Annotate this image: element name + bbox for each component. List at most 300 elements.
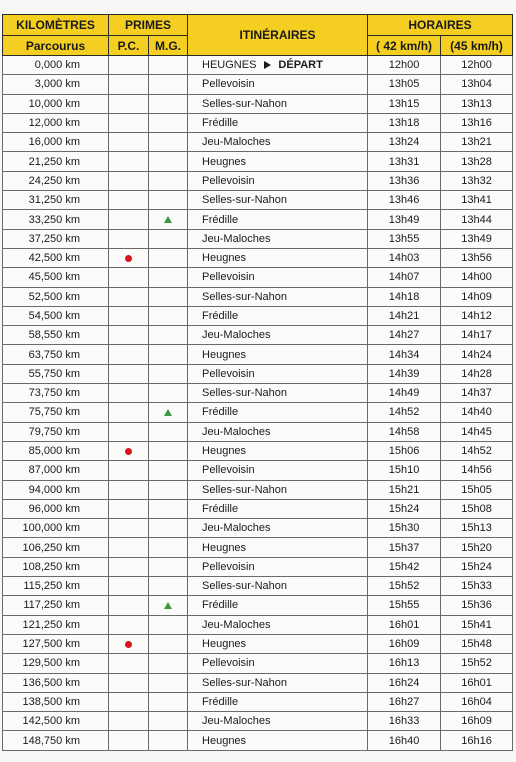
cell-pc [109, 441, 149, 460]
cell-mg [149, 191, 188, 210]
cell-horaire-42: 13h46 [368, 191, 441, 210]
cell-mg [149, 171, 188, 190]
cell-itineraire [188, 538, 368, 557]
cell-mg [149, 519, 188, 538]
table-row [3, 519, 513, 538]
cell-mg [149, 634, 188, 653]
cell-pc [109, 499, 149, 518]
cell-mg [149, 557, 188, 576]
cell-kilometres: 31,250 km [3, 191, 109, 210]
cell-itineraire [188, 152, 368, 171]
cell-horaire-42: 16h33 [368, 712, 441, 731]
cell-mg [149, 133, 188, 152]
cell-pc [109, 538, 149, 557]
cell-horaire-42: 15h52 [368, 577, 441, 596]
cell-horaire-45: 14h00 [441, 268, 513, 287]
cell-itineraire [188, 287, 368, 306]
itineraire-label: Frédille [202, 599, 239, 612]
itineraire-label: Heugnes [202, 734, 247, 747]
cell-horaire-42: 15h37 [368, 538, 441, 557]
cell-horaire-42: 14h03 [368, 248, 441, 267]
cell-itineraire [188, 731, 368, 750]
cell-pc [109, 248, 149, 267]
cell-horaire-42: 13h55 [368, 229, 441, 248]
table-row [3, 152, 513, 171]
itineraire-label: Frédille [202, 502, 239, 515]
cell-horaire-42: 15h30 [368, 519, 441, 538]
table-row [3, 673, 513, 692]
cell-horaire-42: 13h36 [368, 171, 441, 190]
table-row [3, 441, 513, 460]
cell-kilometres: 94,000 km [3, 480, 109, 499]
schedule-sheet [2, 14, 512, 751]
cell-horaire-42: 13h49 [368, 210, 441, 229]
table-row [3, 712, 513, 731]
cell-horaire-42: 14h52 [368, 403, 441, 422]
cell-horaire-45: 15h08 [441, 499, 513, 518]
table-row [3, 191, 513, 210]
cell-kilometres: 42,500 km [3, 248, 109, 267]
mg-triangle-icon [164, 409, 172, 416]
itineraire-label: Frédille [202, 117, 239, 130]
cell-kilometres: 121,250 km [3, 615, 109, 634]
cell-mg [149, 461, 188, 480]
cell-horaire-42: 14h58 [368, 422, 441, 441]
cell-horaire-45: 15h36 [441, 596, 513, 615]
cell-horaire-45: 13h32 [441, 171, 513, 190]
cell-itineraire [188, 634, 368, 653]
cell-itineraire [188, 210, 368, 229]
cell-itineraire [188, 461, 368, 480]
cell-kilometres: 96,000 km [3, 499, 109, 518]
cell-mg [149, 441, 188, 460]
cell-horaire-45: 14h56 [441, 461, 513, 480]
cell-kilometres: 54,500 km [3, 306, 109, 325]
cell-kilometres: 117,250 km [3, 596, 109, 615]
table-row [3, 384, 513, 403]
table-row [3, 56, 513, 75]
header-parcourus: Parcourus [3, 36, 109, 56]
cell-horaire-45: 14h17 [441, 326, 513, 345]
cell-itineraire [188, 248, 368, 267]
cell-pc [109, 306, 149, 325]
cell-itineraire [188, 384, 368, 403]
cell-horaire-42: 13h24 [368, 133, 441, 152]
cell-mg [149, 364, 188, 383]
table-row [3, 461, 513, 480]
cell-horaire-42: 13h18 [368, 113, 441, 132]
cell-itineraire [188, 692, 368, 711]
itineraire-label: Frédille [202, 406, 239, 419]
cell-mg [149, 692, 188, 711]
cell-pc [109, 480, 149, 499]
itineraire-label: Jeu-Maloches [202, 425, 271, 438]
cell-horaire-42: 14h18 [368, 287, 441, 306]
cell-pc [109, 268, 149, 287]
cell-pc [109, 229, 149, 248]
cell-pc [109, 596, 149, 615]
itineraire-label: Selles-sur-Nahon [202, 483, 287, 496]
cell-kilometres: 115,250 km [3, 577, 109, 596]
cell-mg [149, 75, 188, 94]
cell-itineraire [188, 441, 368, 460]
cell-kilometres: 10,000 km [3, 94, 109, 113]
cell-horaire-42: 16h40 [368, 731, 441, 750]
cell-horaire-42: 16h01 [368, 615, 441, 634]
cell-horaire-45: 14h45 [441, 422, 513, 441]
itineraire-label: Heugnes [202, 638, 247, 651]
cell-kilometres: 138,500 km [3, 692, 109, 711]
cell-pc [109, 94, 149, 113]
table-row [3, 499, 513, 518]
table-row [3, 171, 513, 190]
cell-horaire-45: 14h40 [441, 403, 513, 422]
cell-horaire-45: 16h09 [441, 712, 513, 731]
cell-pc [109, 692, 149, 711]
pc-dot-icon [125, 448, 132, 455]
cell-pc [109, 133, 149, 152]
cell-pc [109, 461, 149, 480]
table-row [3, 229, 513, 248]
cell-horaire-45: 13h44 [441, 210, 513, 229]
cell-horaire-45: 13h16 [441, 113, 513, 132]
cell-mg [149, 306, 188, 325]
cell-itineraire [188, 171, 368, 190]
cell-itineraire [188, 519, 368, 538]
cell-itineraire [188, 268, 368, 287]
cell-kilometres: 75,750 km [3, 403, 109, 422]
cell-horaire-45: 15h33 [441, 577, 513, 596]
cell-mg [149, 403, 188, 422]
cell-horaire-45: 15h05 [441, 480, 513, 499]
itineraire-label: Pellevoisin [202, 560, 255, 573]
cell-pc [109, 326, 149, 345]
table-row [3, 133, 513, 152]
cell-horaire-45: 12h00 [441, 56, 513, 75]
cell-itineraire [188, 364, 368, 383]
pc-dot-icon [125, 255, 132, 262]
cell-horaire-42: 14h49 [368, 384, 441, 403]
cell-kilometres: 21,250 km [3, 152, 109, 171]
cell-itineraire [188, 306, 368, 325]
itineraire-label: Frédille [202, 310, 239, 322]
cell-kilometres: 45,500 km [3, 268, 109, 287]
cell-horaire-42: 14h27 [368, 326, 441, 345]
itineraire-label: Jeu-Maloches [202, 715, 271, 728]
header-horaires: HORAIRES [368, 15, 513, 36]
cell-kilometres: 58,550 km [3, 326, 109, 345]
cell-mg [149, 56, 188, 75]
table-row [3, 538, 513, 557]
cell-itineraire [188, 191, 368, 210]
mg-triangle-icon [164, 216, 172, 223]
itineraire-label: Jeu-Maloches [202, 618, 271, 631]
cell-pc [109, 654, 149, 673]
table-row [3, 692, 513, 711]
cell-itineraire [188, 133, 368, 152]
cell-horaire-45: 13h49 [441, 229, 513, 248]
cell-horaire-42: 14h39 [368, 364, 441, 383]
itineraire-label: Pellevoisin [202, 271, 255, 284]
cell-mg [149, 384, 188, 403]
cell-mg [149, 345, 188, 364]
cell-horaire-45: 15h52 [441, 654, 513, 673]
cell-kilometres: 87,000 km [3, 461, 109, 480]
table-body [3, 56, 513, 751]
table-row [3, 615, 513, 634]
itineraire-label: Frédille [202, 695, 239, 708]
itineraire-label: HEUGNES [202, 59, 257, 72]
cell-horaire-45: 14h09 [441, 287, 513, 306]
table-row [3, 75, 513, 94]
depart-label: DÉPART [278, 59, 323, 72]
cell-horaire-42: 16h24 [368, 673, 441, 692]
itineraire-label: Selles-sur-Nahon [202, 290, 287, 303]
cell-itineraire [188, 499, 368, 518]
table-header [3, 15, 513, 56]
itineraire-label: Pellevoisin [202, 464, 255, 477]
cell-itineraire [188, 94, 368, 113]
cell-mg [149, 615, 188, 634]
itineraire-label: Pellevoisin [202, 174, 255, 187]
cell-mg [149, 654, 188, 673]
itineraire-label: Frédille [202, 213, 239, 226]
cell-kilometres: 24,250 km [3, 171, 109, 190]
cell-mg [149, 287, 188, 306]
cell-horaire-42: 15h10 [368, 461, 441, 480]
cell-pc [109, 113, 149, 132]
cell-kilometres: 100,000 km [3, 519, 109, 538]
cell-horaire-45: 13h21 [441, 133, 513, 152]
cell-pc [109, 75, 149, 94]
cell-horaire-42: 14h07 [368, 268, 441, 287]
cell-mg [149, 596, 188, 615]
cell-horaire-45: 13h28 [441, 152, 513, 171]
cell-itineraire [188, 403, 368, 422]
cell-pc [109, 519, 149, 538]
cell-horaire-45: 15h13 [441, 519, 513, 538]
cell-horaire-42: 15h42 [368, 557, 441, 576]
cell-pc [109, 403, 149, 422]
table-row [3, 596, 513, 615]
cell-itineraire [188, 229, 368, 248]
table-row [3, 654, 513, 673]
itineraire-label: Pellevoisin [202, 78, 255, 91]
itineraire-label: Heugnes [202, 348, 247, 361]
itineraire-label: Selles-sur-Nahon [202, 194, 287, 207]
table-row [3, 210, 513, 229]
itineraire-label: Selles-sur-Nahon [202, 387, 287, 400]
cell-mg [149, 94, 188, 113]
cell-horaire-45: 13h56 [441, 248, 513, 267]
itineraire-label: Jeu-Maloches [202, 329, 271, 342]
cell-horaire-42: 15h21 [368, 480, 441, 499]
table-row [3, 306, 513, 325]
cell-kilometres: 106,250 km [3, 538, 109, 557]
cell-mg [149, 731, 188, 750]
cell-mg [149, 673, 188, 692]
header-speed-45: (45 km/h) [441, 36, 513, 56]
cell-mg [149, 268, 188, 287]
cell-horaire-45: 16h04 [441, 692, 513, 711]
cell-pc [109, 712, 149, 731]
cell-mg [149, 113, 188, 132]
cell-horaire-45: 14h24 [441, 345, 513, 364]
header-speed-42: ( 42 km/h) [368, 36, 441, 56]
table-row [3, 557, 513, 576]
cell-pc [109, 422, 149, 441]
cell-horaire-42: 13h05 [368, 75, 441, 94]
cell-mg [149, 248, 188, 267]
cell-mg [149, 712, 188, 731]
cell-kilometres: 63,750 km [3, 345, 109, 364]
cell-kilometres: 16,000 km [3, 133, 109, 152]
cell-kilometres: 55,750 km [3, 364, 109, 383]
cell-kilometres: 79,750 km [3, 422, 109, 441]
cell-mg [149, 229, 188, 248]
cell-itineraire [188, 345, 368, 364]
cell-pc [109, 287, 149, 306]
cell-kilometres: 37,250 km [3, 229, 109, 248]
header-mg: M.G. [149, 36, 188, 56]
cell-horaire-45: 15h48 [441, 634, 513, 653]
cell-kilometres: 85,000 km [3, 441, 109, 460]
cell-horaire-45: 16h01 [441, 673, 513, 692]
cell-kilometres: 108,250 km [3, 557, 109, 576]
cell-mg [149, 422, 188, 441]
cell-mg [149, 326, 188, 345]
cell-horaire-42: 13h31 [368, 152, 441, 171]
cell-kilometres: 129,500 km [3, 654, 109, 673]
cell-mg [149, 577, 188, 596]
cell-itineraire [188, 113, 368, 132]
cell-itineraire [188, 56, 368, 75]
header-primes: PRIMES [109, 15, 188, 36]
cell-itineraire [188, 712, 368, 731]
itineraire-label: Jeu-Maloches [202, 522, 271, 535]
cell-itineraire [188, 615, 368, 634]
cell-itineraire [188, 557, 368, 576]
cell-kilometres: 148,750 km [3, 731, 109, 750]
cell-horaire-45: 14h52 [441, 441, 513, 460]
table-row [3, 634, 513, 653]
cell-pc [109, 171, 149, 190]
header-kilometres: KILOMÈTRES [3, 15, 109, 36]
table-row [3, 403, 513, 422]
cell-pc [109, 673, 149, 692]
cell-horaire-42: 13h15 [368, 94, 441, 113]
cell-itineraire [188, 596, 368, 615]
cell-pc [109, 364, 149, 383]
cell-itineraire [188, 75, 368, 94]
cell-pc [109, 731, 149, 750]
cell-itineraire [188, 673, 368, 692]
cell-horaire-45: 15h20 [441, 538, 513, 557]
header-pc: P.C. [109, 36, 149, 56]
cell-pc [109, 634, 149, 653]
cell-kilometres: 73,750 km [3, 384, 109, 403]
cell-pc [109, 191, 149, 210]
cell-horaire-45: 16h16 [441, 731, 513, 750]
cell-itineraire [188, 577, 368, 596]
cell-horaire-42: 16h27 [368, 692, 441, 711]
itineraire-label: Selles-sur-Nahon [202, 676, 287, 689]
cell-horaire-42: 15h24 [368, 499, 441, 518]
cell-mg [149, 210, 188, 229]
cell-itineraire [188, 422, 368, 441]
table-row [3, 94, 513, 113]
cell-pc [109, 615, 149, 634]
table-row [3, 345, 513, 364]
cell-kilometres: 127,500 km [3, 634, 109, 653]
pc-dot-icon [125, 641, 132, 648]
itineraire-label: Heugnes [202, 445, 247, 458]
table-row [3, 248, 513, 267]
cell-pc [109, 345, 149, 364]
itineraire-label: Pellevoisin [202, 657, 255, 670]
itineraire-label: Selles-sur-Nahon [202, 97, 287, 110]
itineraire-label: Heugnes [202, 155, 247, 168]
cell-mg [149, 538, 188, 557]
cell-horaire-42: 15h55 [368, 596, 441, 615]
cell-mg [149, 152, 188, 171]
cell-horaire-42: 16h13 [368, 654, 441, 673]
itineraire-label: Selles-sur-Nahon [202, 580, 287, 593]
cell-horaire-42: 14h21 [368, 306, 441, 325]
cell-horaire-42: 14h34 [368, 345, 441, 364]
table-row [3, 731, 513, 750]
itineraire-label: Jeu-Maloches [202, 136, 271, 149]
table-row [3, 287, 513, 306]
table-row [3, 364, 513, 383]
schedule-table [2, 14, 513, 751]
itineraire-label: Heugnes [202, 541, 247, 554]
table-row [3, 268, 513, 287]
table-row [3, 577, 513, 596]
cell-horaire-45: 13h41 [441, 191, 513, 210]
cell-horaire-45: 15h24 [441, 557, 513, 576]
cell-mg [149, 499, 188, 518]
cell-kilometres: 12,000 km [3, 113, 109, 132]
table-row [3, 422, 513, 441]
cell-pc [109, 152, 149, 171]
cell-horaire-42: 16h09 [368, 634, 441, 653]
cell-kilometres: 33,250 km [3, 210, 109, 229]
cell-horaire-45: 14h37 [441, 384, 513, 403]
cell-mg [149, 480, 188, 499]
header-itineraires: ITINÉRAIRES [188, 15, 368, 56]
cell-itineraire [188, 480, 368, 499]
cell-kilometres: 52,500 km [3, 287, 109, 306]
cell-itineraire [188, 326, 368, 345]
cell-pc [109, 557, 149, 576]
cell-pc [109, 384, 149, 403]
arrow-right-icon [264, 61, 271, 69]
cell-pc [109, 577, 149, 596]
cell-horaire-45: 13h04 [441, 75, 513, 94]
itineraire-label: Pellevoisin [202, 367, 255, 380]
cell-kilometres: 142,500 km [3, 712, 109, 731]
table-row [3, 113, 513, 132]
cell-horaire-45: 13h13 [441, 94, 513, 113]
cell-kilometres: 0,000 km [3, 56, 109, 75]
itineraire-label: Heugnes [202, 252, 247, 265]
cell-horaire-45: 14h28 [441, 364, 513, 383]
table-row [3, 326, 513, 345]
cell-horaire-42: 15h06 [368, 441, 441, 460]
cell-pc [109, 56, 149, 75]
cell-horaire-45: 14h12 [441, 306, 513, 325]
